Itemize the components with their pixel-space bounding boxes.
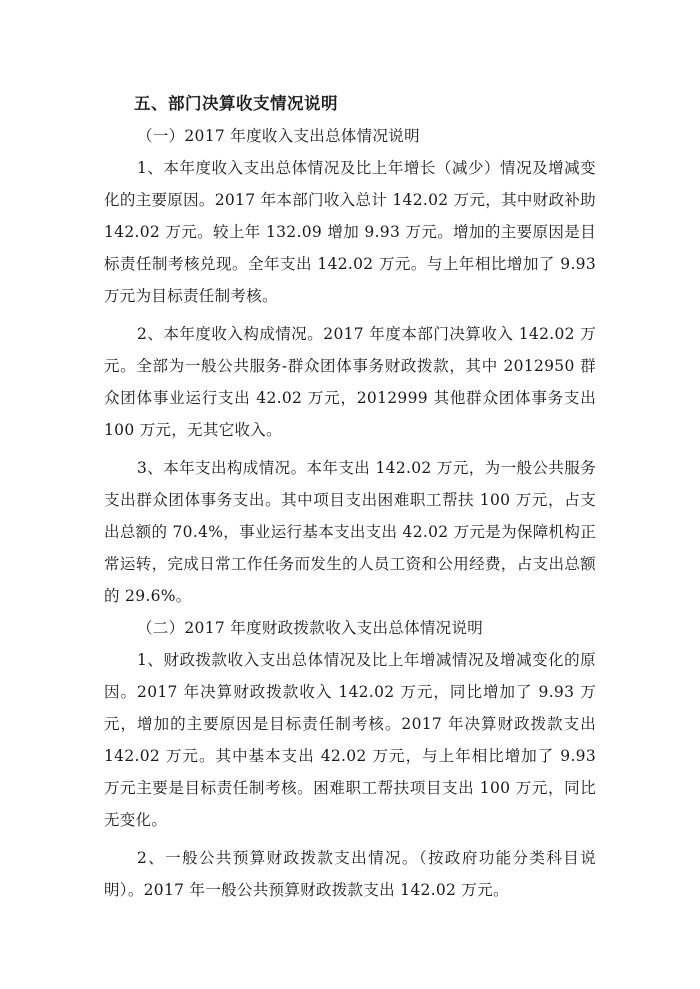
subsection-title-overall: （一）2017 年度收入支出总体情况说明 xyxy=(137,127,420,145)
paragraph-income-expense-overview: 1、本年度收入支出总体情况及比上年增长（减少）情况及增减变化的主要原因。2017 年本部门收入总计 142.02 万元，其中财政补助 142.02 万元。较上年 132.09 增加 9.93 万元。增加的主要原因是目标责任制考核兑现。全年支出 142.02 万元。与上年相比增加了 9.93 万元为目标责任制考核。 xyxy=(104,159,596,305)
paragraph-income-composition: 2、本年度收入构成情况。2017 年度本部门决算收入 142.02 万元。全部为一般公共服务-群众团体事务财政拨款，其中 2012950 群众团体事业运行支出 42.02 万元，2012999 其他群众团体事务支出 100 万元，无其它收入。 xyxy=(104,325,596,439)
paragraph-expense-composition: 3、本年支出构成情况。本年支出 142.02 万元，为一般公共服务支出群众团体事务支出。其中项目支出困难职工帮扶 100 万元，占支出总额的 70.4%，事业运行基本支出支出 42.02 万元是为保障机构正常运转，完成日常工作任务而发生的人员工资和公用经费，占支出总额的 29.6%。 xyxy=(104,459,596,605)
subsection-title-fiscal: （二）2017 年度财政拨款收入支出总体情况说明 xyxy=(137,619,484,637)
paragraph-fiscal-overview: 1、财政拨款收入支出总体情况及比上年增减情况及增减变化的原因。2017 年决算财政拨款收入 142.02 万元，同比增加了 9.93 万元，增加的主要原因是目标责任制考核。2017 年决算财政拨款支出 142.02 万元。其中基本支出 42.02 万元，与上年相比增加了 9.93 万元主要是目标责任制考核。困难职工帮扶项目支出 100 万元，同比无变化。 xyxy=(104,651,596,829)
paragraph-public-budget-expense: 2、一般公共预算财政拨款支出情况。（按政府功能分类科目说明）。2017 年一般公共预算财政拨款支出 142.02 万元。 xyxy=(104,849,596,899)
section-title: 五、部门决算收支情况说明 xyxy=(134,94,338,113)
document-body xyxy=(104,88,596,906)
